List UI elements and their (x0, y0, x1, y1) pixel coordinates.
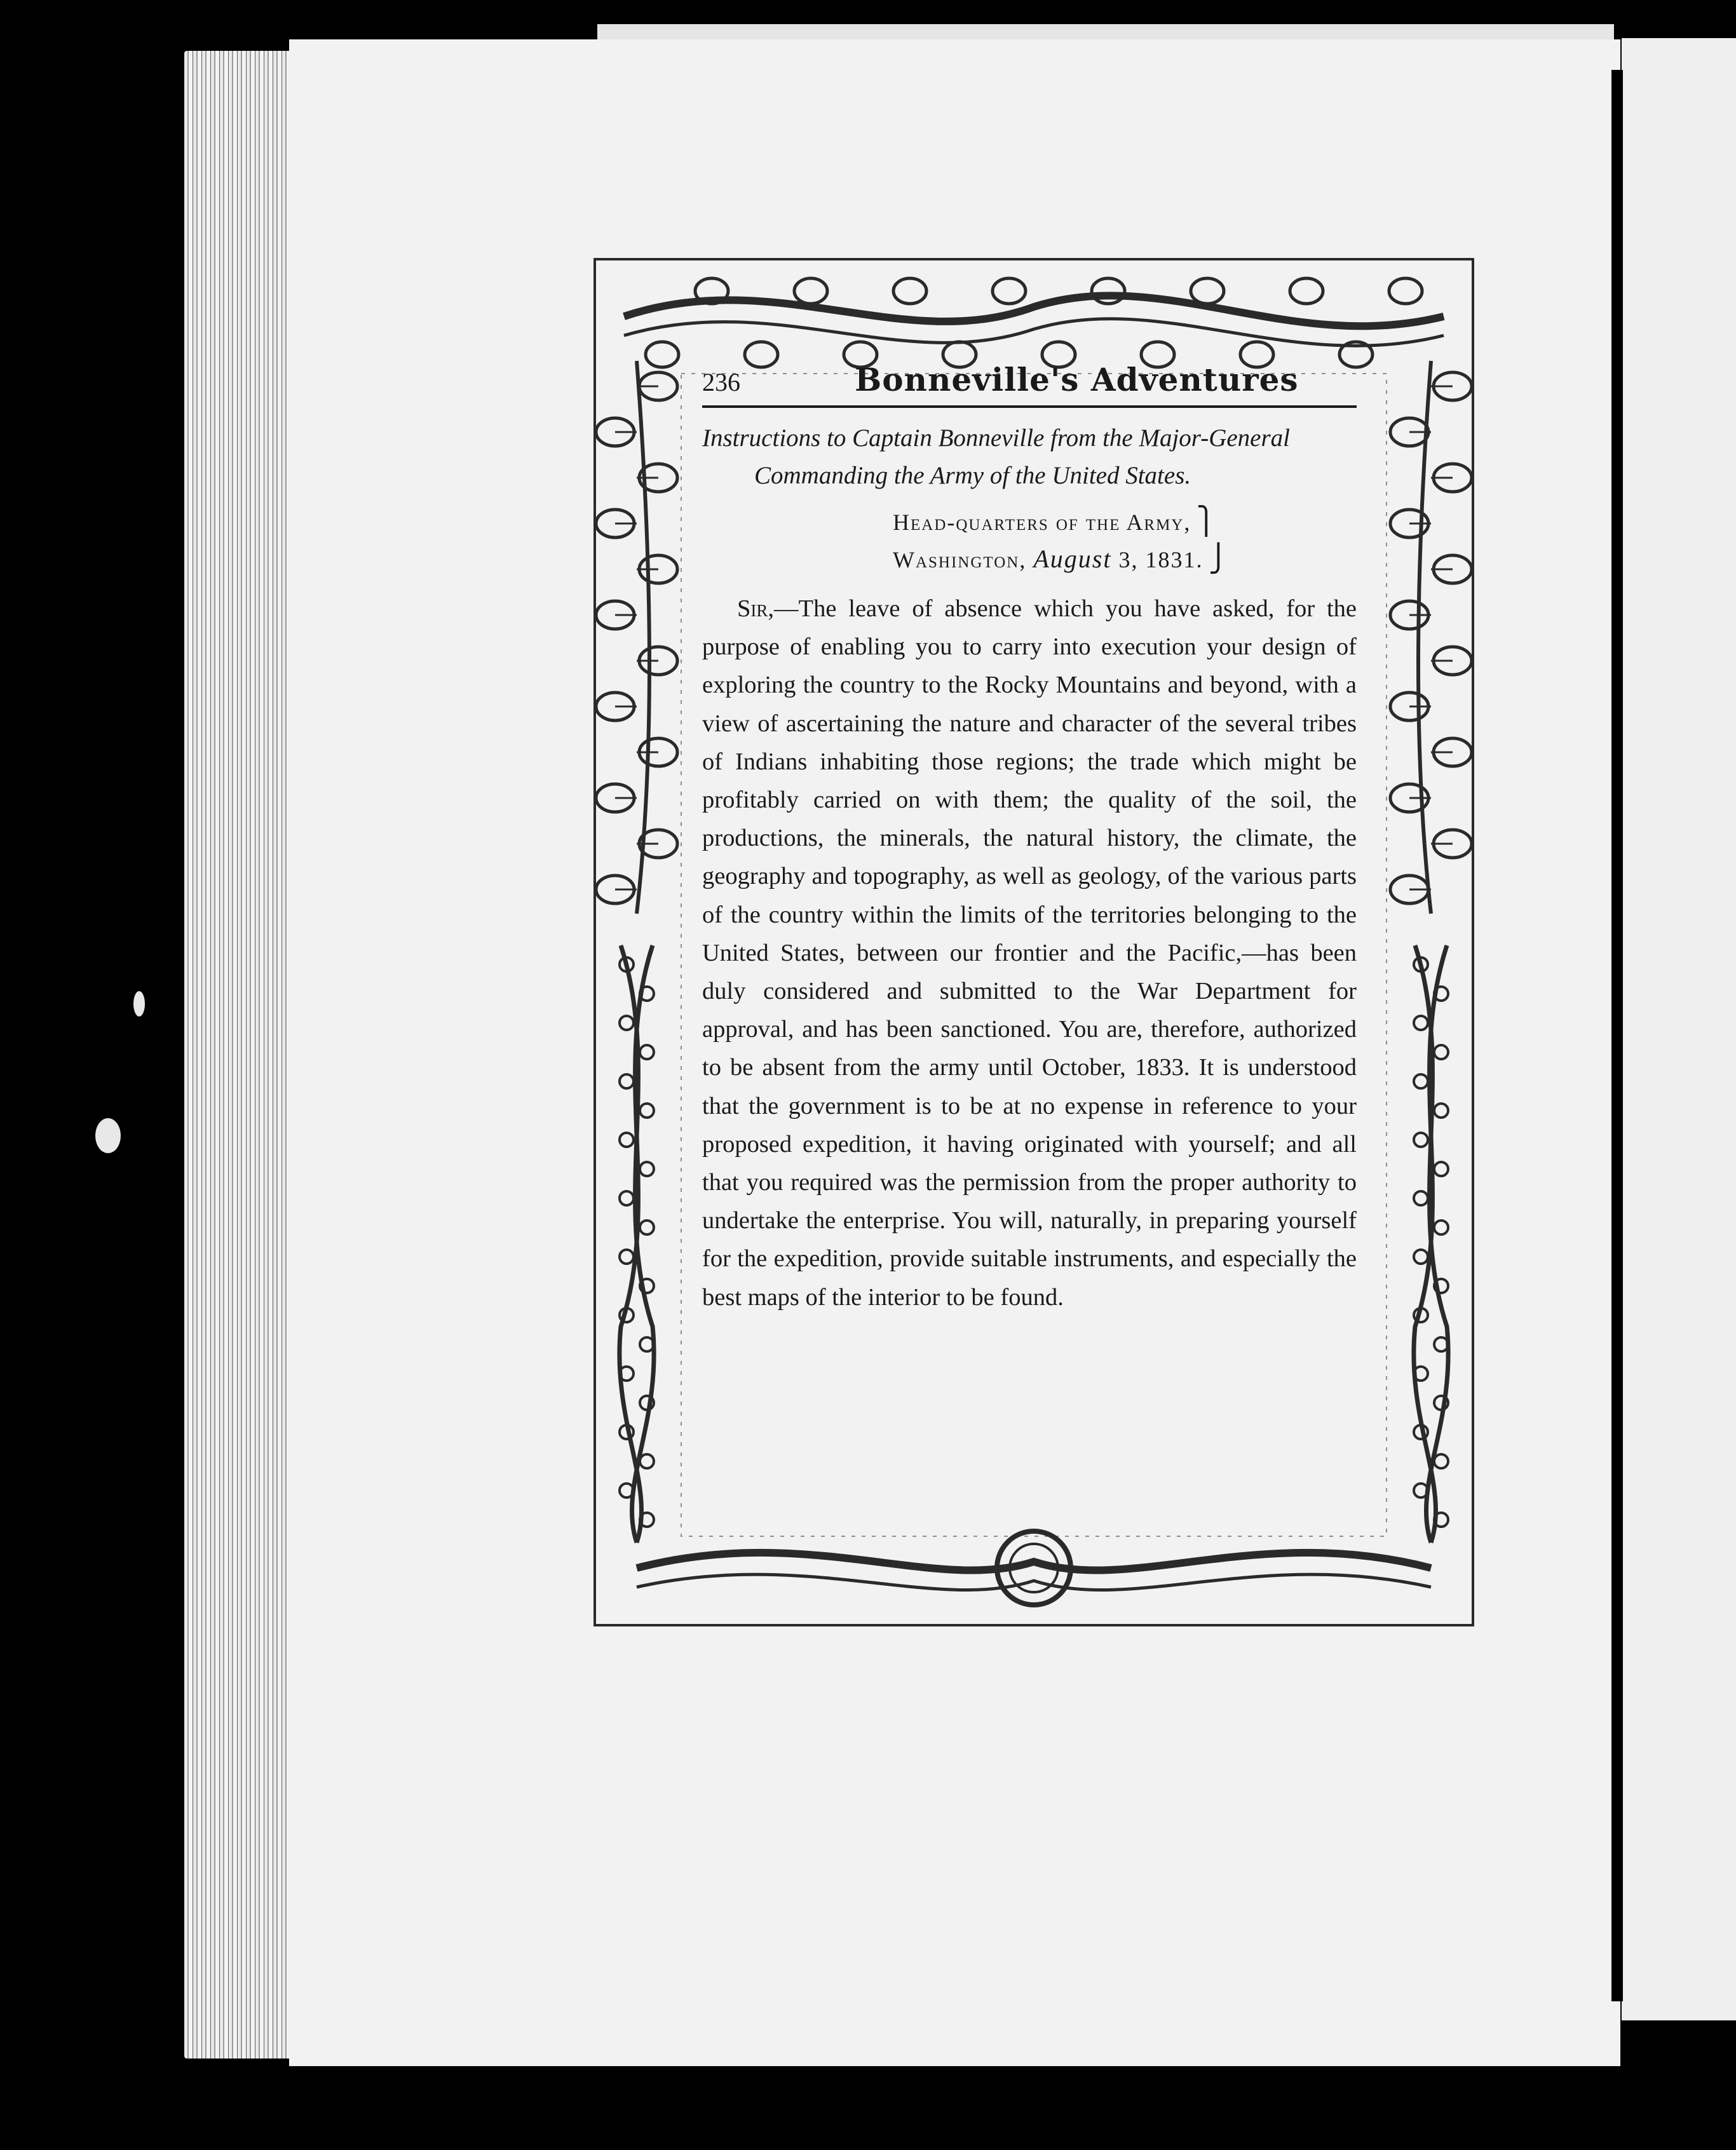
dateline-line-2: Washington, August 3, 1831. ⎭ (893, 544, 1230, 574)
brace-top: ⎫ (1196, 507, 1217, 536)
running-title: Bonneville's Adventures (855, 361, 1299, 398)
facing-page (1622, 38, 1736, 2020)
paper-fleck (95, 1118, 121, 1153)
dateline (702, 503, 1357, 578)
page-edges (184, 51, 292, 2059)
dateline-line-1: Head-quarters of the Army, ⎫ (893, 507, 1217, 536)
salutation: Sir, (737, 595, 775, 622)
paper-fleck (133, 991, 145, 1017)
running-header (702, 361, 1357, 408)
gutter-shadow (1611, 70, 1623, 2001)
text-block (702, 361, 1357, 1316)
page-number: 236 (702, 368, 740, 396)
brace-bottom: ⎭ (1208, 544, 1230, 574)
letter-body (702, 590, 1357, 1316)
letter-heading: Instructions to Captain Bonneville from the Major-General Commanding the Army of the United States. (702, 424, 1290, 489)
body-text: —The leave of absence which you have asked, for the purpose of enabling you to carry into execution your design of exploring the country to the Rocky Mountains and beyond, with a view of ascertaining the nature and character of the several tribes of Indians inhabiting those regions; the trade which might be profitably carried on with them; the quality of the soil, the productions, the minerals, the natural history, the climate, the geography and topography, as well as geology, of the various parts of the country within the limits of the territories belonging to the United States, between our frontier and the Pacific,—has been duly considered and submitted to the War Department for approval, and has been sanctioned. You are, therefore, authorized to be absent from the army until October, 1833. It is understood that the government is to be at no expense in reference to your proposed expedition, it having originated with yourself; and all that you required was the permission from the proper authority to undertake the enterprise. You will, naturally, in preparing yourself for the expedition, provide suitable instruments, and especially the best maps of the interior to be found. (702, 595, 1357, 1311)
